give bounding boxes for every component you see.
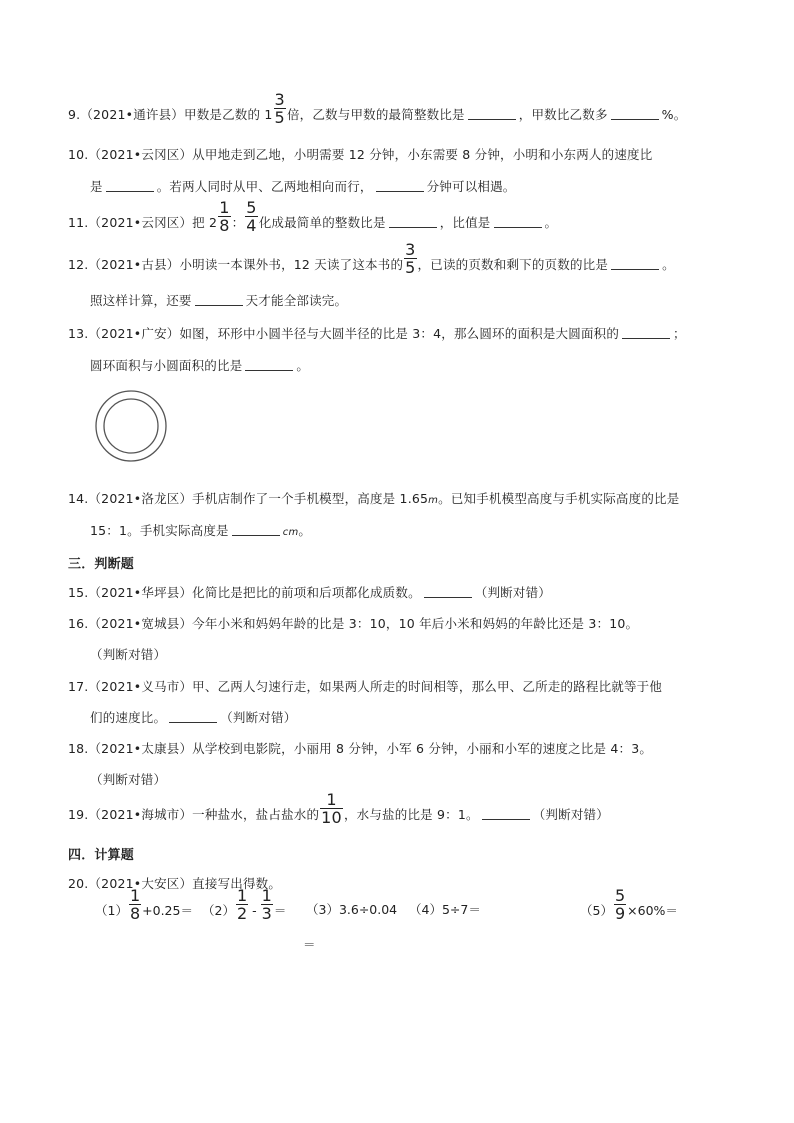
outer-circle — [96, 391, 166, 461]
question-18-line1: 18.（2021•太康县）从学校到电影院，小丽用 8 分钟，小军 6 分钟，小丽和小军的速度之比是 4：3。 — [68, 741, 653, 756]
answer-blank[interactable] — [494, 215, 542, 228]
answer-blank[interactable] — [611, 257, 659, 270]
question-11: 11.（2021•云冈区）把 2 $\frac{1}{8}$ ： $\frac{5}{4}$ 化成最简单的整数比是 ，比值是 。 — [68, 198, 558, 235]
question-19: 19.（2021•海城市）一种盐水，盐占盐水的 $\frac{1}{10}$ ，水与盐的比是 9：1。 （判断对错） — [68, 790, 609, 827]
question-16-line2: （判断对错） — [90, 647, 167, 662]
question-20-title: 20.（2021•大安区）直接写出得数。 — [68, 876, 282, 891]
question-17-line2: 们的速度比。 （判断对错） — [90, 710, 297, 725]
section-heading-judgement: 三．判断题 — [68, 557, 135, 572]
answer-blank[interactable] — [106, 179, 154, 192]
question-14-line2: 15：1。手机实际高度是 cm。 — [90, 523, 312, 538]
answer-blank[interactable] — [611, 107, 659, 120]
calc-item-3: （3）3.6÷0.04 — [306, 902, 398, 917]
fraction: $\frac{3}{5}$ — [274, 90, 285, 127]
inner-circle — [104, 399, 158, 453]
fraction: $\frac{1}{2}$ — [236, 886, 248, 923]
question-12-line2: 照这样计算，还要 天才能全部读完。 — [90, 293, 348, 308]
question-13-line1: 13.（2021•广安）如图，环形中小圆半径与大圆半径的比是 3：4，那么圆环的面积是大圆面积的 ； — [68, 326, 686, 341]
answer-blank[interactable] — [424, 585, 472, 598]
answer-blank[interactable] — [468, 107, 516, 120]
question-17-line1: 17.（2021•义马市）甲、乙两人匀速行走，如果两人所走的时间相等，那么甲、乙所走的路程比就等于他 — [68, 679, 663, 694]
fraction: $\frac{1}{3}$ — [261, 886, 272, 923]
answer-blank[interactable] — [376, 179, 424, 192]
answer-blank[interactable] — [622, 326, 670, 339]
fraction: $\frac{5}{9}$ — [614, 886, 626, 923]
fraction: $\frac{3}{5}$ — [405, 240, 416, 277]
fraction: $\frac{1}{10}$ — [321, 790, 342, 827]
question-18-line2: （判断对错） — [90, 772, 167, 787]
calc-item-2: （2） $\frac{1}{2}$ - $\frac{1}{3}$ ＝ — [202, 886, 287, 923]
section-heading-calculation: 四．计算题 — [68, 848, 135, 863]
answer-blank[interactable] — [232, 523, 280, 536]
calc-item-3-equals: ＝ — [303, 937, 316, 952]
fraction: $\frac{1}{8}$ — [129, 886, 141, 923]
question-15: 15.（2021•华坪县）化简比是把比的前项和后项都化成质数。 （判断对错） — [68, 585, 551, 600]
answer-blank[interactable] — [389, 215, 437, 228]
question-12-line1: 12.（2021•古县）小明读一本课外书，12 天读了这本书的 $\frac{3}{5}$ ，已读的页数和剩下的页数的比是 。 — [68, 240, 675, 277]
answer-blank[interactable] — [169, 710, 217, 723]
question-9: 9.（2021•通许县）甲数是乙数的 1 $\frac{3}{5}$ 倍，乙数与甲数的最简整数比是 ，甲数比乙数多 %。 — [68, 90, 687, 127]
question-16-line1: 16.（2021•宽城县）今年小米和妈妈年龄的比是 3：10，10 年后小米和妈妈的年龄比还是 3：10。 — [68, 616, 639, 631]
answer-blank[interactable] — [245, 358, 293, 371]
calc-item-1: （1） $\frac{1}{8}$ +0.25＝ — [95, 886, 193, 923]
ring-figure — [93, 388, 169, 464]
question-10-line1: 10.（2021•云冈区）从甲地走到乙地，小明需要 12 分钟，小东需要 8 分钟，小明和小东两人的速度比 — [68, 147, 653, 162]
fraction: $\frac{5}{4}$ — [246, 198, 257, 235]
question-10-line2: 是 。若两人同时从甲、乙两地相向而行， 分钟可以相遇。 — [90, 179, 516, 194]
calc-item-5: （5） $\frac{5}{9}$ ×60%＝ — [580, 886, 678, 923]
answer-blank[interactable] — [195, 293, 243, 306]
fraction: $\frac{1}{8}$ — [219, 198, 230, 235]
question-14-line1: 14.（2021•洛龙区）手机店制作了一个手机模型，高度是 1.65m。已知手机模型高度与手机实际高度的比是 — [68, 491, 680, 506]
calc-item-4: （4）5÷7＝ — [409, 902, 481, 917]
question-13-line2: 圆环面积与小圆面积的比是 。 — [90, 358, 310, 373]
answer-blank[interactable] — [482, 807, 530, 820]
